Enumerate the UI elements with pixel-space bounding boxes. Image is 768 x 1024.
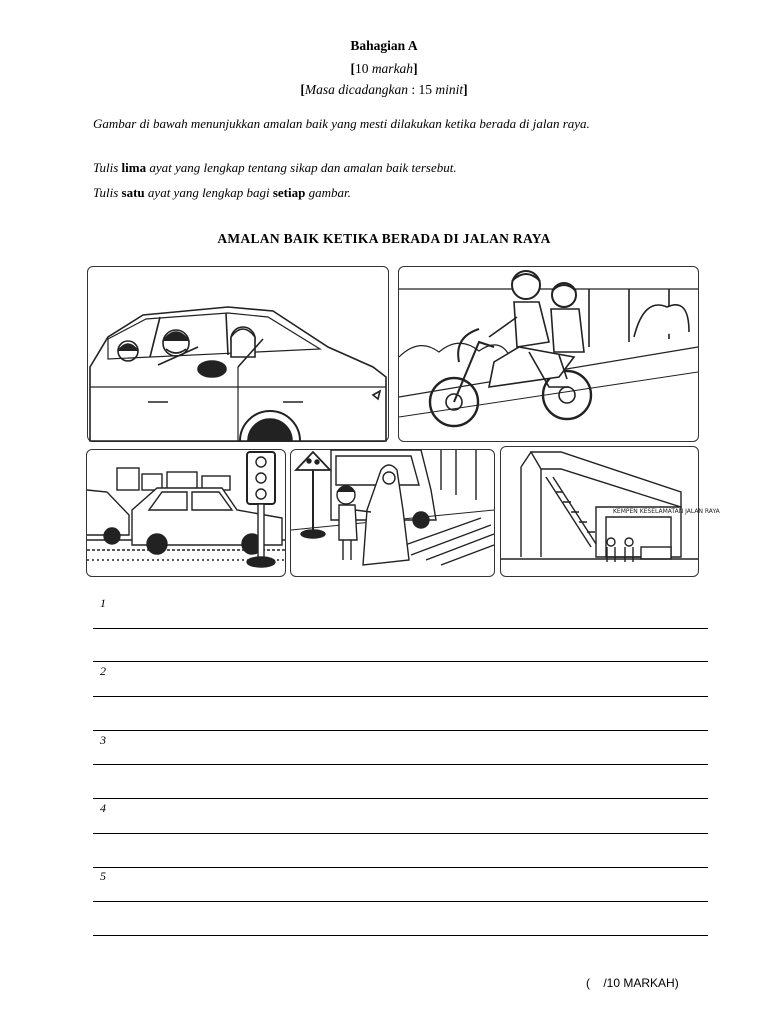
answer-line-1a[interactable] — [93, 628, 708, 629]
time-unit: minit — [435, 82, 464, 97]
time-value: 15 — [418, 82, 436, 97]
answer-line-3b[interactable] — [93, 798, 708, 799]
instruction-2-b: lima — [121, 160, 147, 175]
instruction-3-d: setiap — [272, 185, 306, 200]
marks-close-bracket: ] — [413, 61, 418, 76]
answer-number-5: 5 — [100, 869, 106, 883]
picture-set-title: AMALAN BAIK KETIKA BERADA DI JALAN RAYA — [217, 231, 551, 246]
car-seatbelt-picture — [87, 266, 389, 442]
marks-word: markah — [371, 61, 414, 76]
marks-value: 10 — [354, 61, 372, 76]
answer-line-1b[interactable] — [93, 661, 708, 662]
time-open-bracket: [ — [300, 82, 305, 97]
instruction-2-c: ayat yang lengkap tentang sikap dan amalan baik tersebut. — [146, 160, 457, 175]
time-sep: : — [407, 82, 419, 97]
answer-line-4a[interactable] — [93, 833, 708, 834]
instruction-3-b: satu — [121, 185, 145, 200]
answer-line-5b[interactable] — [93, 935, 708, 936]
answer-number-4: 4 — [100, 801, 106, 815]
section-title: Bahagian A — [350, 38, 418, 53]
answer-line-3a[interactable] — [93, 764, 708, 765]
pedestrian-bridge-picture — [500, 446, 720, 577]
instruction-3-c: ayat yang lengkap bagi — [144, 185, 273, 200]
answer-line-4b[interactable] — [93, 867, 708, 868]
instruction-1: Gambar di bawah menunjukkan amalan baik yang mesti dilakukan ketika berada di jalan raya. — [93, 116, 590, 131]
zebra-crossing-picture — [290, 449, 495, 577]
time-close-bracket: ] — [463, 82, 468, 97]
time-line — [0, 82, 768, 98]
instruction-3 — [93, 184, 673, 201]
answer-number-2: 2 — [100, 664, 106, 678]
marks-line — [0, 61, 768, 77]
instruction-3-a: Tulis — [93, 185, 122, 200]
motorcycle-helmet-picture — [398, 266, 699, 442]
time-label: Masa dicadangkan — [304, 82, 408, 97]
answer-line-2a[interactable] — [93, 696, 708, 697]
answer-line-2b[interactable] — [93, 730, 708, 731]
bridge-banner-text: KEMPEN KESELAMATAN JALAN RAYA — [613, 508, 720, 515]
answer-line-5a[interactable] — [93, 901, 708, 902]
marks-open-bracket: [ — [350, 61, 355, 76]
total-marks: ( /10 MARKAH) — [586, 976, 679, 990]
instruction-2-a: Tulis — [93, 160, 122, 175]
instruction-3-e: gambar. — [305, 185, 351, 200]
instruction-2 — [93, 159, 673, 176]
traffic-light-picture — [86, 449, 286, 577]
answer-number-1: 1 — [100, 596, 106, 610]
answer-number-3: 3 — [100, 733, 106, 747]
